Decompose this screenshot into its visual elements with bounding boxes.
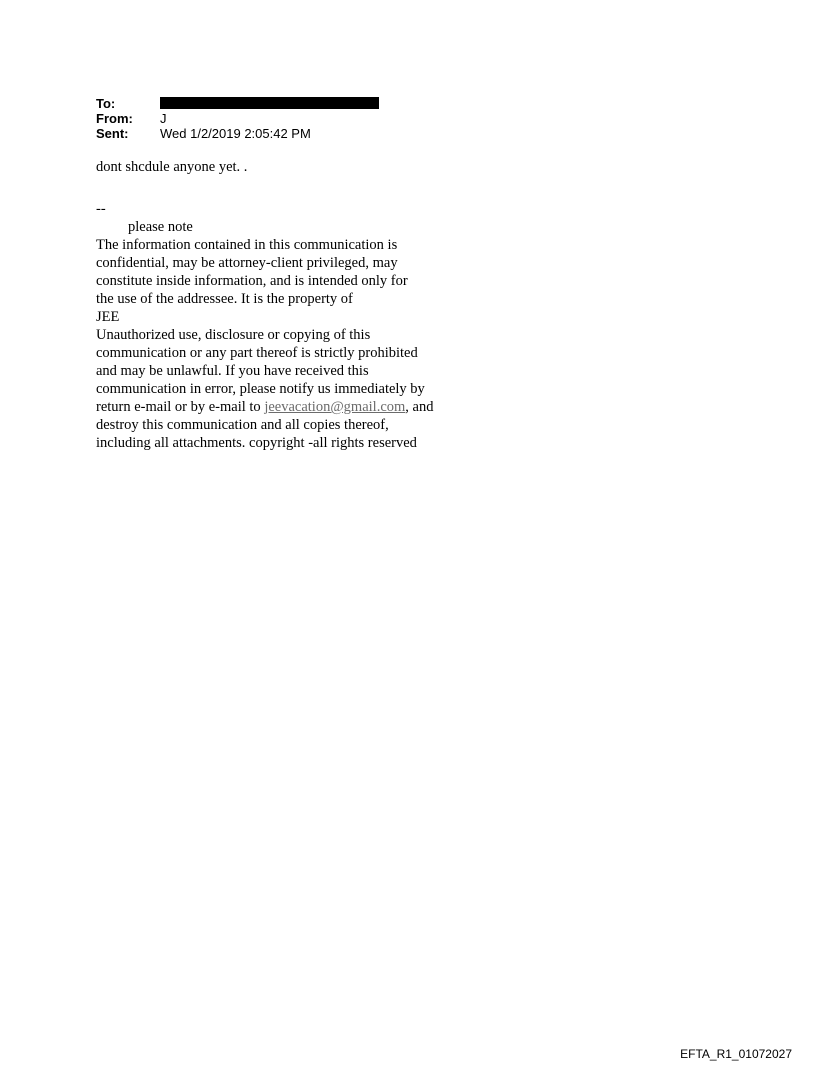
to-label: To: bbox=[96, 96, 116, 111]
email-line-prefix: return e-mail or by e-mail to bbox=[96, 399, 265, 415]
disclaimer-line: constitute inside information, and is intended only for bbox=[96, 273, 408, 289]
redaction-bar bbox=[160, 97, 379, 109]
disclaimer-line: communication in error, please notify us immediately by bbox=[96, 381, 425, 397]
disclaimer-line: JEE bbox=[96, 309, 120, 325]
sent-label: Sent: bbox=[96, 126, 129, 141]
disclaimer-email-line bbox=[96, 398, 516, 416]
disclaimer-line: Unauthorized use, disclosure or copying of this bbox=[96, 327, 371, 343]
disclaimer-line: confidential, may be attorney-client privileged, may bbox=[96, 255, 398, 271]
disclaimer-line: The information contained in this communication is bbox=[96, 237, 398, 253]
disclaimer-line: and may be unlawful. If you have received this bbox=[96, 363, 369, 379]
sent-row bbox=[96, 126, 379, 141]
email-header bbox=[96, 96, 379, 141]
disclaimer-line: destroy this communication and all copies thereof, bbox=[96, 417, 389, 433]
from-value: J bbox=[160, 111, 167, 126]
from-label: From: bbox=[96, 111, 133, 126]
sent-value: Wed 1/2/2019 2:05:42 PM bbox=[160, 126, 311, 141]
to-value bbox=[160, 96, 379, 112]
disclaimer-line: the use of the addressee. It is the property of bbox=[96, 291, 353, 307]
signature-separator: -- bbox=[96, 201, 106, 217]
disclaimer-line: including all attachments. copyright -all rights reserved bbox=[96, 435, 417, 451]
email-link[interactable]: jeevacation@gmail.com bbox=[264, 399, 406, 415]
note-heading: please note bbox=[128, 219, 193, 235]
disclaimer-line: communication or any part thereof is strictly prohibited bbox=[96, 345, 418, 361]
email-line-suffix: , and bbox=[405, 399, 434, 415]
document-id: EFTA_R1_01072027 bbox=[680, 1047, 792, 1061]
from-row bbox=[96, 111, 379, 126]
message-text: dont shcdule anyone yet. . bbox=[96, 159, 248, 175]
to-row bbox=[96, 96, 379, 111]
email-body bbox=[96, 158, 516, 452]
